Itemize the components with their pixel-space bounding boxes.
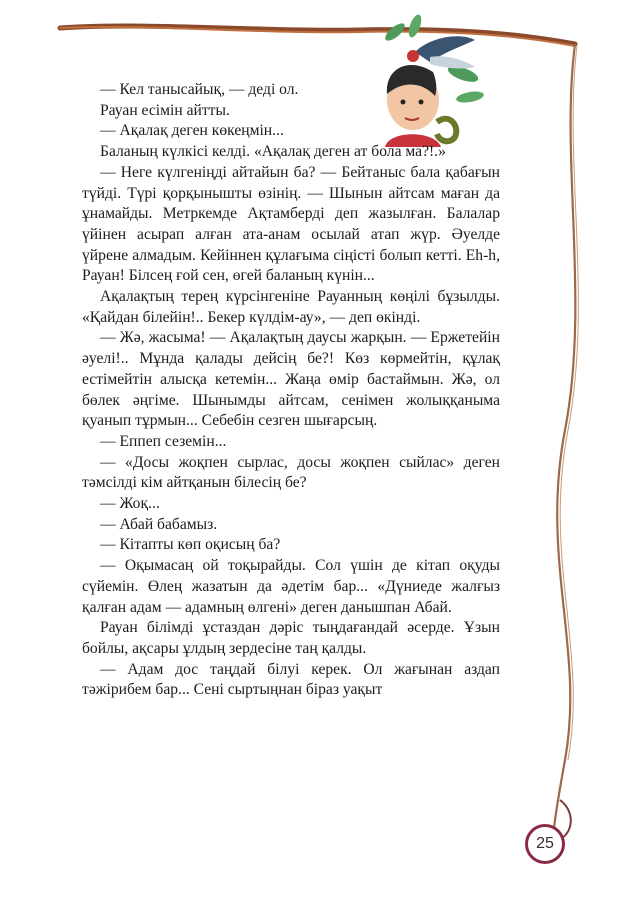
paragraph: — Неге күлгеніңді айтайын ба? — Бейтаныс бала қабағын түйді. Түрі қорқынышты өзінің. — Шынын айтсам маған да ұнамайды. Метркемде Ақтамберді деп жазылған. Балалар үйінен асырап алған ата-анам осылай атап жүр. Әуелде үйрене алмадым. Кейіннен құлағыма сіңісті болып кетті. Еһ-һ, Рауан! Білсең ғой сен, өгей баланың күнін... (82, 163, 500, 285)
paragraph: Баланың күлкісі келді. «Ақалақ деген ат бола ма?!.» (100, 143, 446, 161)
paragraph: — Оқымасаң ой тоқырайды. Сол үшін де кітап оқуды сүйемін. Өлең жазатын да әдетім бар... «Дүниеде жалғыз қалған адам — адамның өлгені» деген данышпан Абай. (82, 557, 500, 616)
paragraph: — «Досы жоқпен сырлас, досы жоқпен сыйлас» деген тәмсілді кім айтқанын білесің бе? (82, 453, 500, 492)
paragraph: — Кітапты көп оқисың ба? (100, 536, 281, 554)
paragraph: Ақалақтың терең күрсінгеніне Рауанның көңілі бұзылды. «Қайдан білейін!.. Бекер күлдім-ау», — деп өкінді. (82, 288, 500, 326)
page-number: 25 (525, 824, 565, 864)
paragraph: Рауан білімді ұстаздан дәріс тыңдағандай әсерде. Ұзын бойлы, ақсары ұлдың зердесіне таң қалды. (82, 619, 500, 657)
paragraph: — Жә, жасыма! — Ақалақтың даусы жарқын. — Ержетейін әуелі!.. Мұнда қалады дейсің бе?! Көз көрмейтін, құлақ естімейтін алысқа кетемін... Жаңа өмір бастаймын. Жә, ол бөлек әңгіме. Шынымды айтсам, сенімен жолыққаныма қуанып тұрмын... Себебін сезген шығарсың. (82, 329, 500, 430)
paragraph: — Кел танысайық, — деді ол. (100, 81, 299, 98)
paragraph: — Еппеп сеземін... (100, 432, 227, 450)
paragraph: Рауан есімін айтты. (100, 101, 230, 119)
paragraph: — Жоқ... (100, 495, 160, 513)
paragraph: — Ақалақ деген көкеңмін... (100, 122, 284, 140)
story-text (82, 80, 500, 701)
paragraph: — Адам дос таңдай білуі керек. Ол жағынан аздап тәжірибем бар... Сені сыртыңнан біраз уақыт (82, 660, 500, 699)
paragraph: — Абай бабамыз. (100, 515, 218, 533)
